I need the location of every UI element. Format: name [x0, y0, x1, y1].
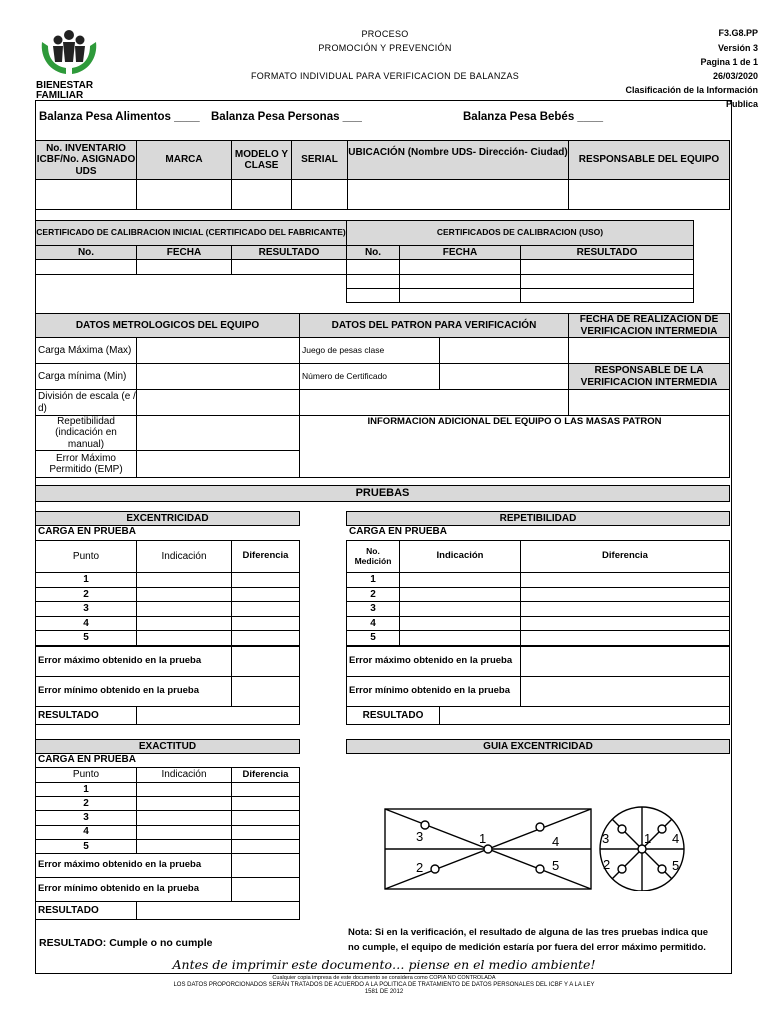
rep-row-number: 2 [346, 587, 400, 603]
info-adicional-box[interactable] [299, 415, 730, 478]
rect-label-5: 5 [552, 858, 560, 873]
header-page: Pagina 1 de 1 [700, 57, 758, 67]
rep-row-number: 4 [346, 616, 400, 632]
cert-uso-cell[interactable] [520, 288, 694, 303]
circle-label-3: 3 [602, 831, 610, 846]
cert-inicial-resultado-cell[interactable] [231, 259, 347, 275]
cell-juego-pesas[interactable] [439, 337, 569, 364]
rep-err-min: Error mínimo obtenido en la prueba [346, 676, 521, 707]
exc-row-number: 2 [35, 587, 137, 603]
family-icon [36, 28, 102, 76]
rect-label-1: 1 [479, 831, 487, 846]
cell-ubicacion[interactable] [347, 179, 569, 210]
col-responsable: RESPONSABLE DEL EQUIPO [568, 140, 730, 180]
header-promocion: PROMOCIÓN Y PREVENCIÓN [318, 43, 452, 53]
exc-carga-label: CARGA EN PRUEBA [38, 526, 136, 537]
exc-row-cell[interactable] [136, 630, 232, 646]
repetibilidad-header: REPETIBILIDAD [346, 511, 730, 526]
label-carga-max: Carga Máxima (Max) [35, 337, 137, 364]
rect-plate-icon [385, 809, 591, 889]
cell-patron-extra[interactable] [299, 389, 569, 416]
exa-row-number: 4 [35, 825, 137, 840]
cert-uso-cell[interactable] [399, 288, 521, 303]
exa-row-number: 2 [35, 796, 137, 811]
rep-col-diferencia: Diferencia [520, 540, 730, 573]
exa-row-cell[interactable] [231, 839, 300, 854]
exa-err-min-cell[interactable] [231, 877, 300, 902]
rep-row-cell[interactable] [399, 572, 521, 588]
circle-label-2: 2 [603, 857, 611, 872]
cert-uso-cell[interactable] [520, 259, 694, 275]
exa-row-number: 3 [35, 810, 137, 825]
exa-row-cell[interactable] [231, 796, 300, 811]
rep-resultado: RESULTADO [346, 706, 440, 725]
cert-inicial-header: CERTIFICADO DE CALIBRACION INICIAL (CERTIFICADO DEL FABRICANTE) [35, 220, 347, 246]
balanza-bebes: Balanza Pesa Bebés ____ [463, 111, 604, 123]
footer-line-1: Cualquier copia impresa de este documento se considera como COPIA NO CONTROLADA [272, 975, 496, 981]
exa-row-number: 1 [35, 782, 137, 797]
metro-fecha-intermedia: FECHA DE REALIZACION DE VERIFICACION INTERMEDIA [568, 313, 730, 338]
col-ubicacion: UBICACIÓN (Nombre UDS- Dirección- Ciudad) [347, 140, 569, 180]
circle-label-5: 5 [672, 858, 680, 873]
exa-row-cell[interactable] [136, 839, 232, 854]
label-juego-pesas: Juego de pesas clase [299, 337, 440, 364]
rep-resultado-cell[interactable] [439, 706, 730, 725]
cell-carga-max[interactable] [136, 337, 300, 364]
header-classification-2: Publica [725, 99, 758, 109]
exc-row-cell[interactable] [231, 572, 300, 588]
exa-err-max: Error máximo obtenido en la prueba [35, 853, 232, 878]
cert-uso-cell[interactable] [399, 274, 521, 289]
rect-label-4: 4 [552, 834, 560, 849]
exc-row-number: 5 [35, 630, 137, 646]
exc-row-cell[interactable] [231, 601, 300, 617]
rep-row-cell[interactable] [520, 616, 730, 632]
rep-col-indicacion: Indicación [399, 540, 521, 573]
exc-row-cell[interactable] [136, 572, 232, 588]
icbf-logo [36, 28, 102, 101]
col-inventario: No. INVENTARIO ICBF/No. ASIGNADO UDS [35, 140, 137, 180]
exc-err-min-cell[interactable] [231, 676, 300, 707]
rep-err-max-cell[interactable] [520, 646, 730, 677]
rep-err-max: Error máximo obtenido en la prueba [346, 646, 521, 677]
exa-row-cell[interactable] [136, 810, 232, 825]
balanza-personas: Balanza Pesa Personas ___ [211, 111, 362, 123]
exa-row-cell[interactable] [136, 825, 232, 840]
rep-err-min-cell[interactable] [520, 676, 730, 707]
header-code: F3.G8.PP [718, 28, 758, 38]
cert-inicial-fecha-cell[interactable] [136, 259, 232, 275]
round-plate-icon [600, 807, 684, 891]
nota-text: Nota: Si en la verificación, el resultado de alguna de las tres pruebas indica que no cumple, el equipo de medición estaría por fuera del error máximo permitido. [348, 927, 709, 953]
cert-uso-cell[interactable] [520, 274, 694, 289]
header-formato: FORMATO INDIVIDUAL PARA VERIFICACION DE BALANZAS [250, 71, 520, 81]
exa-resultado-cell[interactable] [136, 901, 300, 920]
label-division: División de escala (e / d) [35, 389, 137, 416]
cert-inicial-no-cell[interactable] [35, 259, 137, 275]
exa-col-diferencia: Diferencia [231, 767, 300, 783]
cell-serial[interactable] [291, 179, 348, 210]
rep-row-number: 3 [346, 601, 400, 617]
cert-inicial-no: No. [35, 245, 137, 260]
exa-row-cell[interactable] [136, 796, 232, 811]
resultado-final: RESULTADO: Cumple o no cumple [39, 937, 213, 949]
exa-col-indicacion: Indicación [136, 767, 232, 783]
cell-num-certificado[interactable] [439, 363, 569, 390]
exc-col-indicacion: Indicación [136, 540, 232, 573]
cert-inicial-fecha: FECHA [136, 245, 232, 260]
exc-row-cell[interactable] [136, 601, 232, 617]
col-marca: MARCA [136, 140, 232, 180]
exc-err-max: Error máximo obtenido en la prueba [35, 646, 232, 677]
rep-row-number: 1 [346, 572, 400, 588]
exc-row-cell[interactable] [231, 587, 300, 603]
label-carga-min: Carga mínima (Min) [35, 363, 137, 390]
exa-row-number: 5 [35, 839, 137, 854]
cert-uso-cell[interactable] [346, 259, 400, 275]
cell-emp[interactable] [136, 450, 300, 478]
rect-label-3: 3 [416, 829, 424, 844]
excentricidad-header: EXCENTRICIDAD [35, 511, 300, 526]
cell-resp-intermedia[interactable] [568, 389, 730, 416]
cell-responsable[interactable] [568, 179, 730, 210]
cell-inventario[interactable] [35, 179, 137, 210]
rep-row-cell[interactable] [520, 587, 730, 603]
label-emp: Error Máximo Permitido (EMP) [35, 450, 137, 478]
footer-line-2: LOS DATOS PROPORCIONADOS SERÁN TRATADOS DE ACUERDO A LA POLITICA DE TRATAMIENTO DE DATOS PERSONALES DEL ICBF Y A LA LEY [173, 982, 595, 988]
col-modelo: MODELO Y CLASE [231, 140, 292, 180]
exa-row-cell[interactable] [231, 810, 300, 825]
metro-patron-header: DATOS DEL PATRON PARA VERIFICACIÓN [299, 313, 569, 338]
cell-repetibilidad[interactable] [136, 415, 300, 451]
pruebas-title: PRUEBAS [35, 485, 730, 502]
guia-excentricidad-diagram [380, 805, 720, 891]
exc-row-cell[interactable] [136, 616, 232, 632]
balanza-alimentos: Balanza Pesa Alimentos ____ [39, 111, 200, 123]
header-version: Versión 3 [717, 43, 758, 53]
rep-row-cell[interactable] [399, 601, 521, 617]
exc-row-cell[interactable] [231, 630, 300, 646]
cell-division[interactable] [136, 389, 300, 416]
circle-label-4: 4 [672, 831, 680, 846]
header-proceso: PROCESO [361, 29, 409, 39]
cell-modelo[interactable] [231, 179, 292, 210]
cell-marca[interactable] [136, 179, 232, 210]
exc-resultado: RESULTADO [35, 706, 137, 725]
metro-resp-intermedia: RESPONSABLE DE LA VERIFICACION INTERMEDIA [568, 363, 730, 390]
org-name: BIENESTAR FAMILIAR [36, 80, 94, 101]
cert-uso-cell[interactable] [346, 288, 400, 303]
rep-row-cell[interactable] [399, 630, 521, 646]
cert-uso-cell[interactable] [399, 259, 521, 275]
rep-col-medicion: No. Medición [346, 540, 400, 573]
label-num-certificado: Número de Certificado [299, 363, 440, 390]
exactitud-header: EXACTITUD [35, 739, 300, 754]
col-serial: SERIAL [291, 140, 348, 180]
exa-err-max-cell[interactable] [231, 853, 300, 878]
exa-row-cell[interactable] [231, 782, 300, 797]
exc-row-number: 3 [35, 601, 137, 617]
cell-fecha-intermedia[interactable] [568, 337, 730, 364]
rep-row-number: 5 [346, 630, 400, 646]
exc-row-number: 1 [35, 572, 137, 588]
header-date: 26/03/2020 [712, 71, 758, 81]
rep-row-cell[interactable] [520, 572, 730, 588]
exc-row-cell[interactable] [231, 616, 300, 632]
rep-row-cell[interactable] [520, 630, 730, 646]
exa-carga-label: CARGA EN PRUEBA [38, 754, 136, 765]
exc-row-number: 4 [35, 616, 137, 632]
cert-inicial-resultado: RESULTADO [231, 245, 347, 260]
exc-col-punto: Punto [35, 540, 137, 573]
exa-resultado: RESULTADO [35, 901, 137, 920]
exc-err-max-cell[interactable] [231, 646, 300, 677]
footer-motto: Antes de imprimir este documento… piense en el medio ambiente! [172, 957, 596, 972]
exa-err-min: Error mínimo obtenido en la prueba [35, 877, 232, 902]
footer-line-3: 1581 DE 2012 [364, 989, 404, 995]
rep-row-cell[interactable] [399, 616, 521, 632]
cert-uso-header: CERTIFICADOS DE CALIBRACION (USO) [346, 220, 694, 246]
exc-col-diferencia: Diferencia [231, 540, 300, 573]
guia-header: GUIA EXCENTRICIDAD [346, 739, 730, 754]
cert-uso-no: No. [346, 245, 400, 260]
circle-label-1: 1 [644, 831, 652, 846]
info-adicional-label: INFORMACION ADICIONAL DEL EQUIPO O LAS MASAS PATRON [367, 416, 662, 427]
exa-col-punto: Punto [35, 767, 137, 783]
metro-equipo-header: DATOS METROLOGICOS DEL EQUIPO [35, 313, 300, 338]
cert-uso-cell[interactable] [346, 274, 400, 289]
exc-resultado-cell[interactable] [136, 706, 300, 725]
label-repetibilidad: Repetibilidad (indicación en manual) [35, 415, 137, 451]
cert-uso-fecha: FECHA [399, 245, 521, 260]
exa-row-cell[interactable] [136, 782, 232, 797]
rep-row-cell[interactable] [399, 587, 521, 603]
exc-err-min: Error mínimo obtenido en la prueba [35, 676, 232, 707]
rep-carga-label: CARGA EN PRUEBA [349, 526, 447, 537]
header-classification: Clasificación de la Información [625, 85, 758, 95]
rect-label-2: 2 [416, 860, 424, 875]
cert-uso-resultado: RESULTADO [520, 245, 694, 260]
exc-row-cell[interactable] [136, 587, 232, 603]
rep-row-cell[interactable] [520, 601, 730, 617]
exa-row-cell[interactable] [231, 825, 300, 840]
cell-carga-min[interactable] [136, 363, 300, 390]
